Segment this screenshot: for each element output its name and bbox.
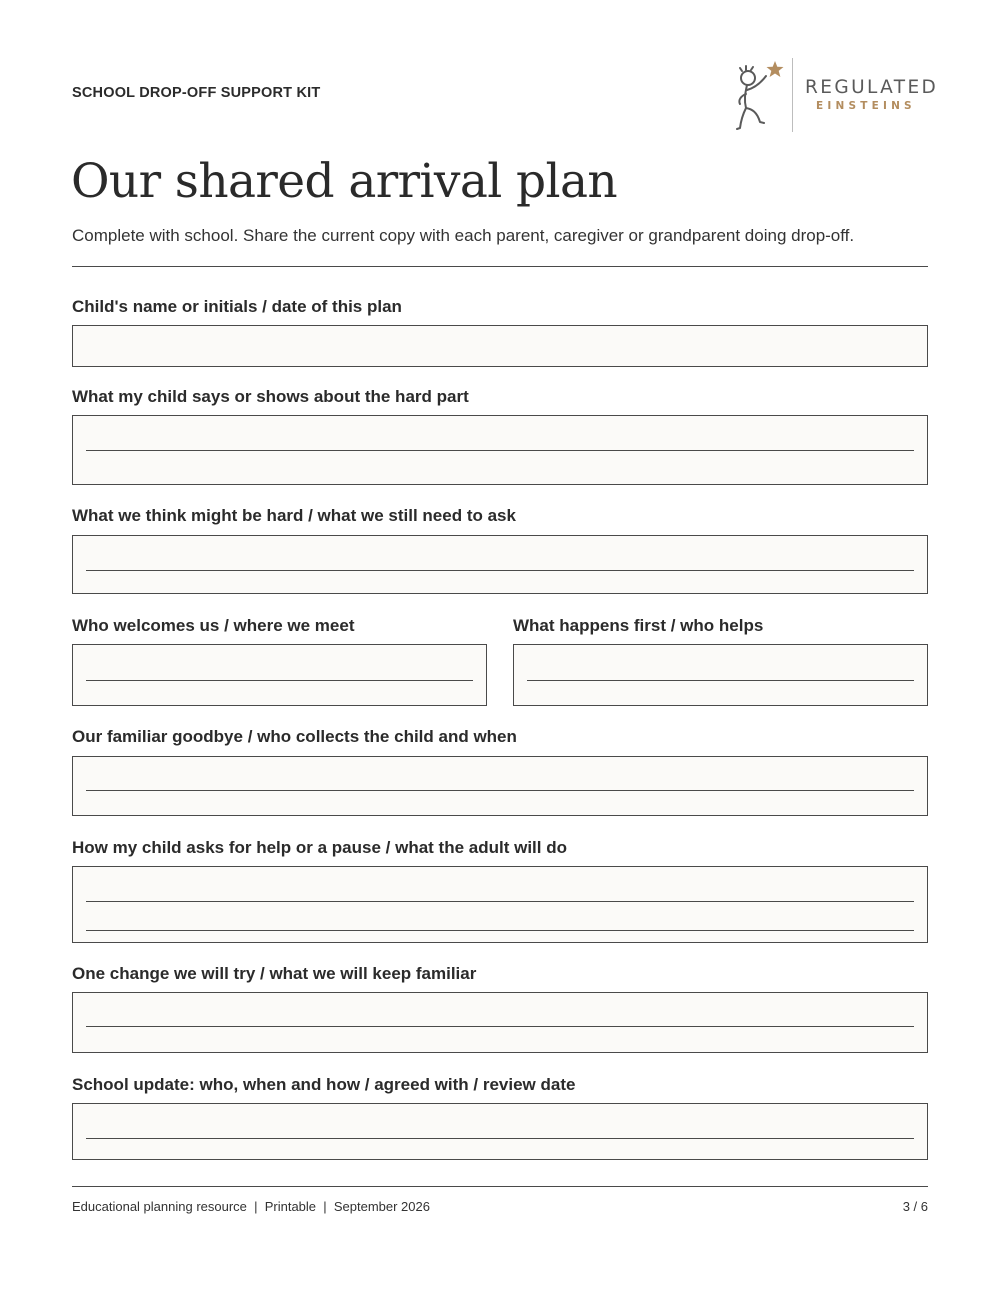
field-input-goodbye[interactable] (72, 756, 928, 816)
page-subtitle: Complete with school. Share the current copy with each parent, caregiver or grandparent doing drop-off. (72, 226, 855, 245)
field-input-hard-part[interactable] (72, 415, 928, 485)
brand-name-bottom: EINSTEINS (816, 100, 916, 112)
field-label-child-name: Child's name or initials / date of this plan (72, 297, 402, 316)
field-input-one-change[interactable] (72, 992, 928, 1053)
field-input-who-welcomes[interactable] (72, 644, 487, 706)
field-label-goodbye: Our familiar goodbye / who collects the child and when (72, 727, 517, 746)
footer-divider (72, 1186, 928, 1187)
field-label-one-change: One change we will try / what we will keep familiar (72, 964, 477, 983)
brand-name-top: REGULATED (805, 77, 939, 98)
field-input-asks-for-help[interactable] (72, 866, 928, 943)
writing-line (527, 680, 914, 681)
kit-label: SCHOOL DROP-OFF SUPPORT KIT (72, 85, 321, 101)
field-label-might-be-hard: What we think might be hard / what we still need to ask (72, 506, 516, 525)
writing-line (86, 901, 914, 902)
writing-line (86, 1026, 914, 1027)
field-label-hard-part: What my child says or shows about the hard part (72, 387, 469, 406)
field-input-school-update[interactable] (72, 1103, 928, 1160)
writing-line (86, 680, 473, 681)
field-input-happens-first[interactable] (513, 644, 928, 706)
writing-line (86, 790, 914, 791)
field-label-who-welcomes: Who welcomes us / where we meet (72, 616, 355, 635)
logo-divider (792, 58, 793, 132)
page-number: 3 / 6 (902, 1199, 928, 1214)
writing-line (86, 570, 914, 571)
writing-line (86, 1138, 914, 1139)
star-reaching-figure-icon (730, 56, 790, 134)
field-label-happens-first: What happens first / who helps (513, 616, 764, 635)
writing-line (86, 930, 914, 931)
field-input-might-be-hard[interactable] (72, 535, 928, 594)
page-title: Our shared arrival plan (71, 154, 618, 209)
regulated-einsteins-logo (730, 56, 939, 134)
field-label-school-update: School update: who, when and how / agreed with / review date (72, 1075, 576, 1094)
field-label-asks-for-help: How my child asks for help or a pause / what the adult will do (72, 838, 567, 857)
field-input-child-name[interactable] (72, 325, 928, 367)
header-divider (72, 266, 928, 267)
writing-line (86, 450, 914, 451)
footer-info: Educational planning resource | Printable | September 2026 (72, 1199, 430, 1214)
